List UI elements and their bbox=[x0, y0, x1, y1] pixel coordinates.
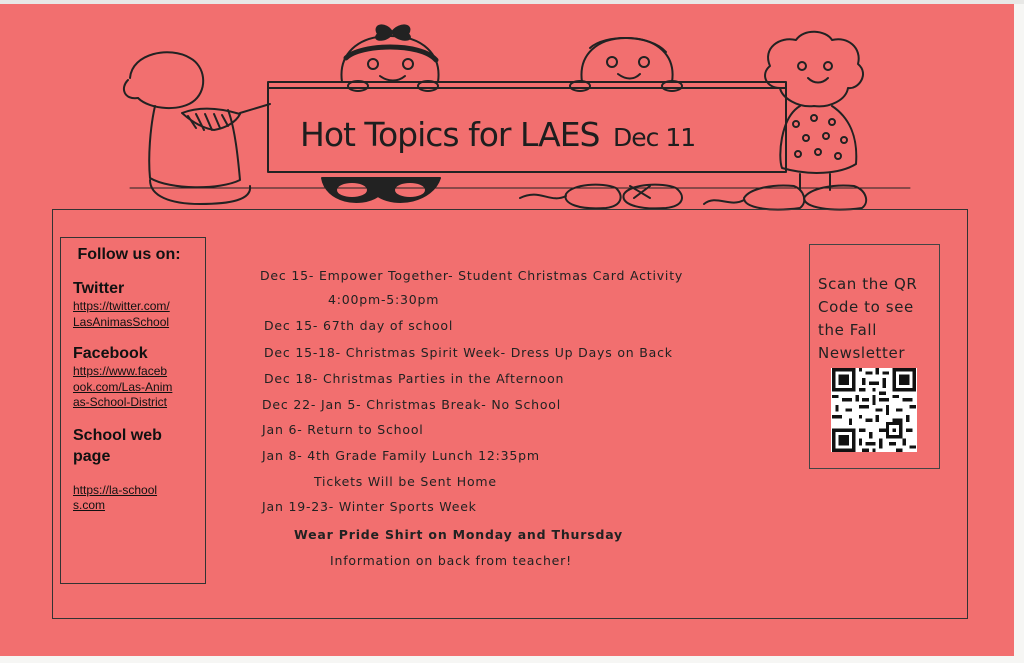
follow-heading: Follow us on: bbox=[77, 246, 181, 263]
event-line: Tickets Will be Sent Home bbox=[314, 474, 497, 489]
flyer-title-date: Dec 11 bbox=[613, 123, 696, 152]
event-line: Dec 15- Empower Together- Student Christmas Card Activity bbox=[260, 268, 684, 283]
event-line: Jan 19-23- Winter Sports Week bbox=[262, 499, 477, 514]
event-line: Jan 8- 4th Grade Family Lunch 12:35pm bbox=[262, 448, 540, 463]
event-line: Information on back from teacher! bbox=[330, 553, 572, 568]
event-line: Dec 15-18- Christmas Spirit Week- Dress Up Days on Back bbox=[264, 345, 673, 360]
event-line: 4:00pm-5:30pm bbox=[328, 292, 440, 307]
flyer-sheet bbox=[0, 4, 1014, 656]
facebook-link[interactable]: https://www.facebook.com/Las-Animas-School-District bbox=[73, 364, 173, 409]
twitter-label: Twitter bbox=[73, 280, 125, 297]
event-line: Jan 6- Return to School bbox=[262, 422, 424, 437]
event-line-emphasis: Wear Pride Shirt on Monday and Thursday bbox=[294, 527, 624, 542]
flyer-title-text: Hot Topics for LAES bbox=[300, 115, 600, 154]
flyer-title bbox=[300, 110, 695, 160]
event-line: Dec 15- 67th day of school bbox=[264, 318, 454, 333]
follow-us-box bbox=[60, 237, 206, 584]
event-line: Dec 22- Jan 5- Christmas Break- No School bbox=[262, 397, 562, 412]
qr-code-icon[interactable] bbox=[831, 368, 917, 452]
event-line: Dec 18- Christmas Parties in the Afternoon bbox=[264, 371, 565, 386]
facebook-label: Facebook bbox=[73, 345, 148, 362]
school-web-link[interactable]: https://la-schools.com bbox=[73, 482, 158, 512]
twitter-link[interactable]: https://twitter.com/LasAnimasSchool bbox=[73, 299, 170, 329]
school-web-label: School web page bbox=[73, 426, 162, 465]
qr-box bbox=[809, 244, 940, 469]
qr-caption: Scan the QR Code to see the Fall Newsletter bbox=[818, 275, 918, 362]
